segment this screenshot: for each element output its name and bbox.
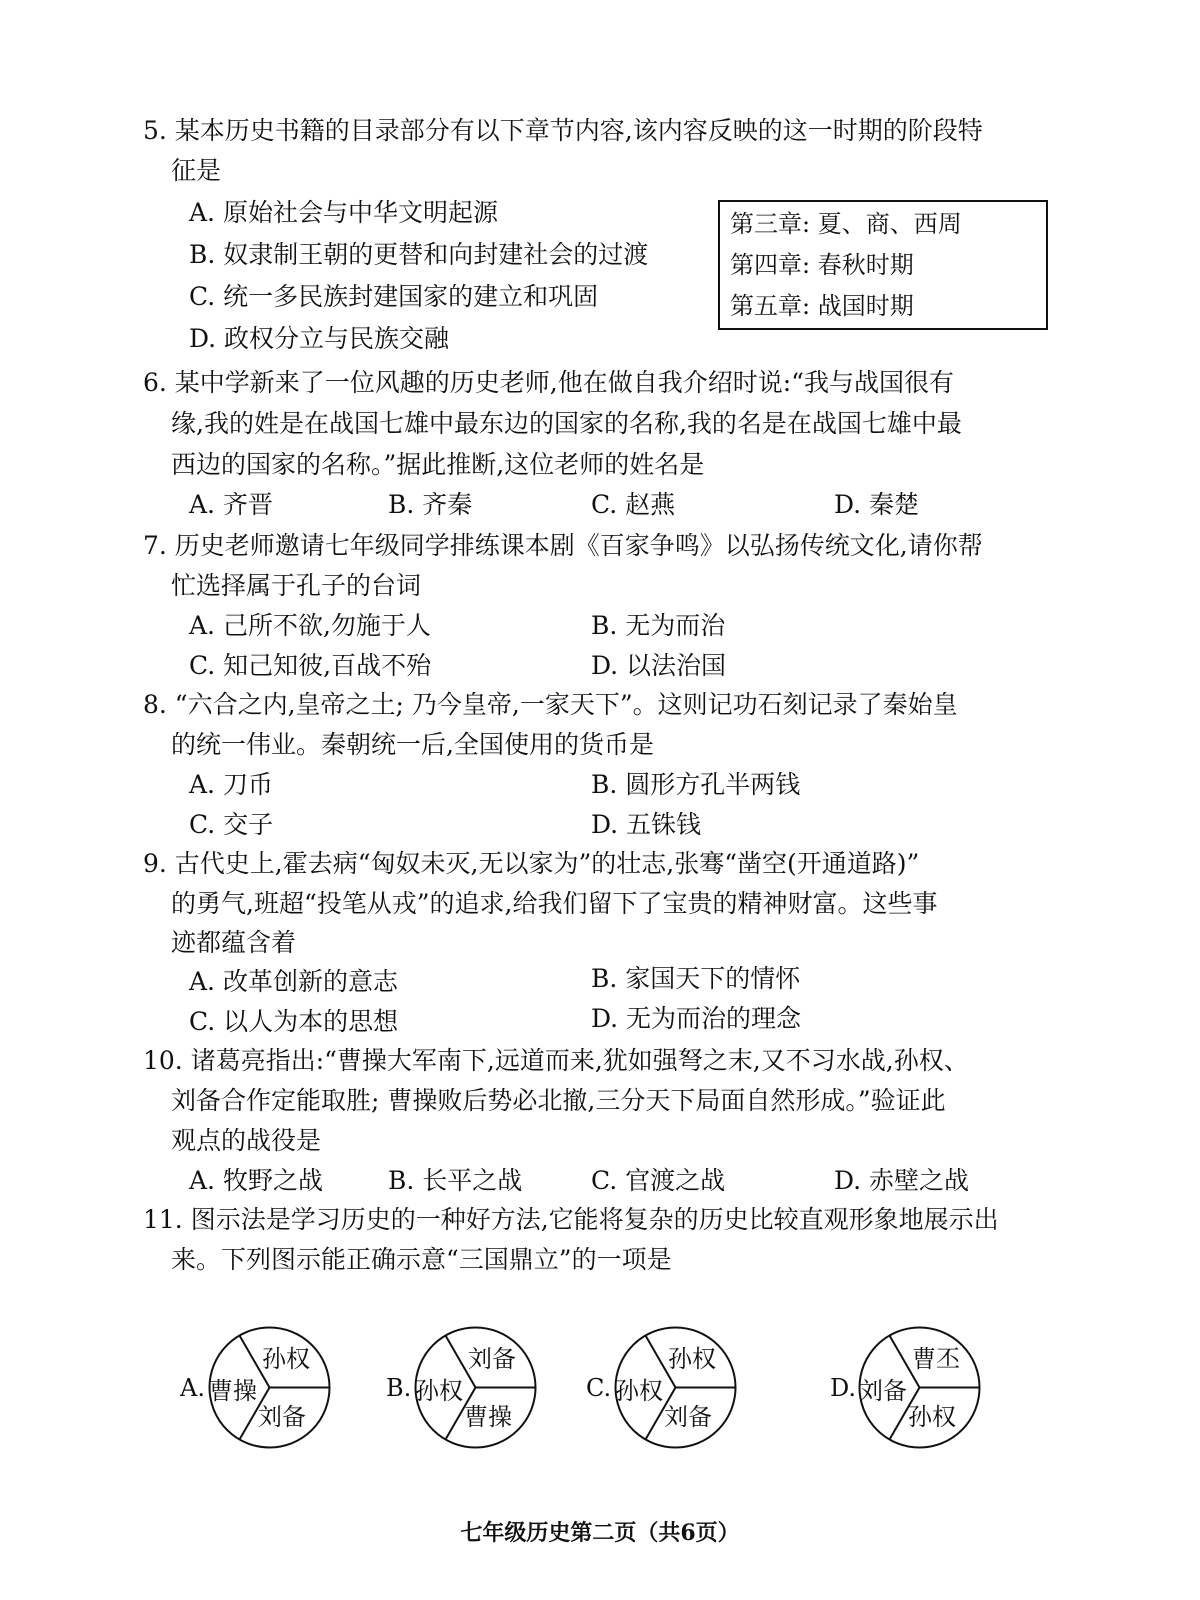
q10-option-c: C. 官渡之战 bbox=[591, 1166, 726, 1195]
q7-option-c: C. 知己知彼,百战不殆 bbox=[189, 651, 432, 680]
diagram-a-top-right-label: 孙权 bbox=[262, 1345, 310, 1373]
q9-option-a: A. 改革创新的意志 bbox=[189, 967, 398, 996]
diagram-d-left-label: 刘备 bbox=[859, 1377, 907, 1405]
q9-option-d: D. 无为而治的理念 bbox=[591, 1004, 802, 1033]
q9-option-c: C. 以人为本的思想 bbox=[189, 1007, 399, 1036]
q10-option-a: A. 牧野之战 bbox=[189, 1166, 323, 1195]
toc-chapter-5: 第五章: 战国时期 bbox=[730, 292, 914, 320]
q6-option-d: D. 秦楚 bbox=[834, 490, 920, 519]
q11-stem-line1: 11. 图示法是学习历史的一种好方法,它能将复杂的历史比较直观形象地展示出 bbox=[143, 1205, 999, 1234]
diagram-b-bottom-right-label: 曹操 bbox=[464, 1403, 512, 1431]
diagram-b-left-label: 孙权 bbox=[415, 1377, 463, 1405]
q9-option-b: B. 家国天下的情怀 bbox=[591, 964, 801, 993]
diagram-c-bottom-right-label: 刘备 bbox=[664, 1403, 712, 1431]
q6-stem-line3: 西边的国家的名称。”据此推断,这位老师的姓名是 bbox=[171, 450, 705, 479]
q10-stem-line1: 10. 诸葛亮指出:“曹操大军南下,远道而来,犹如强弩之末,又不习水战,孙权、 bbox=[143, 1046, 969, 1075]
q11-option-b-letter: B. bbox=[386, 1374, 412, 1402]
q5-option-b: B. 奴隶制王朝的更替和向封建社会的过渡 bbox=[189, 240, 649, 269]
q11-option-d-letter: D. bbox=[830, 1374, 857, 1402]
q9-stem-line3: 迹都蕴含着 bbox=[171, 928, 297, 957]
toc-chapter-4: 第四章: 春秋时期 bbox=[730, 251, 914, 279]
page-footer: 七年级历史第二页（共6页） bbox=[460, 1520, 740, 1546]
q10-stem-line2: 刘备合作定能取胜; 曹操败后势必北撤,三分天下局面自然形成。”验证此 bbox=[171, 1086, 946, 1115]
q11-stem-line2: 来。下列图示能正确示意“三国鼎立”的一项是 bbox=[171, 1245, 672, 1274]
q5-table-of-contents-box bbox=[718, 200, 1048, 330]
q5-option-c: C. 统一多民族封建国家的建立和巩固 bbox=[189, 282, 599, 311]
q11-option-c-letter: C. bbox=[586, 1374, 612, 1402]
diagram-b-top-right-label: 刘备 bbox=[468, 1345, 516, 1373]
q8-option-a: A. 刀币 bbox=[189, 770, 273, 799]
q6-stem-line2: 缘,我的姓是在战国七雄中最东边的国家的名称,我的名是在战国七雄中最 bbox=[171, 409, 962, 438]
q5-option-d: D. 政权分立与民族交融 bbox=[189, 324, 450, 353]
q11-diagram-a bbox=[207, 1325, 332, 1450]
q8-option-b: B. 圆形方孔半两钱 bbox=[591, 770, 801, 799]
q7-option-b: B. 无为而治 bbox=[591, 611, 726, 640]
q8-option-c: C. 交子 bbox=[189, 810, 274, 839]
diagram-a-bottom-right-label: 刘备 bbox=[258, 1403, 306, 1431]
q6-option-b: B. 齐秦 bbox=[388, 490, 473, 519]
q7-option-d: D. 以法治国 bbox=[591, 651, 727, 680]
q8-option-d: D. 五铢钱 bbox=[591, 810, 702, 839]
q11-diagram-b bbox=[413, 1325, 538, 1450]
diagram-c-top-right-label: 孙权 bbox=[668, 1345, 716, 1373]
q7-option-a: A. 己所不欲,勿施于人 bbox=[189, 611, 431, 640]
q10-option-d: D. 赤壁之战 bbox=[834, 1166, 970, 1195]
q8-stem-line2: 的统一伟业。秦朝统一后,全国使用的货币是 bbox=[171, 730, 654, 759]
toc-chapter-3: 第三章: 夏、商、西周 bbox=[730, 210, 962, 238]
diagram-a-left-label: 曹操 bbox=[209, 1377, 257, 1405]
q8-stem-line1: 8. “六合之内,皇帝之土; 乃今皇帝,一家天下”。这则记功石刻记录了秦始皇 bbox=[143, 690, 958, 719]
q6-stem-line1: 6. 某中学新来了一位风趣的历史老师,他在做自我介绍时说:“我与战国很有 bbox=[143, 368, 954, 397]
diagram-d-bottom-right-label: 孙权 bbox=[908, 1403, 956, 1431]
q11-option-a-letter: A. bbox=[180, 1374, 205, 1402]
q10-option-b: B. 长平之战 bbox=[388, 1166, 523, 1195]
q6-option-a: A. 齐晋 bbox=[189, 490, 273, 519]
q9-stem-line1: 9. 古代史上,霍去病“匈奴未灭,无以家为”的壮志,张骞“凿空(开通道路)” bbox=[143, 849, 920, 878]
q5-option-a: A. 原始社会与中华文明起源 bbox=[189, 198, 498, 227]
q5-stem-line1: 5. 某本历史书籍的目录部分有以下章节内容,该内容反映的这一时期的阶段特 bbox=[143, 116, 983, 145]
q11-diagram-d bbox=[857, 1325, 982, 1450]
q9-stem-line2: 的勇气,班超“投笔从戎”的追求,给我们留下了宝贵的精神财富。这些事 bbox=[171, 889, 938, 918]
q7-stem-line1: 7. 历史老师邀请七年级同学排练课本剧《百家争鸣》以弘扬传统文化,请你帮 bbox=[143, 531, 983, 560]
diagram-c-left-label: 孙权 bbox=[615, 1377, 663, 1405]
q7-stem-line2: 忙选择属于孔子的台词 bbox=[171, 571, 422, 600]
diagram-d-top-right-label: 曹丕 bbox=[912, 1345, 960, 1373]
q5-stem-line2: 征是 bbox=[171, 156, 222, 185]
q10-stem-line3: 观点的战役是 bbox=[171, 1126, 322, 1155]
q11-diagram-c bbox=[613, 1325, 738, 1450]
q6-option-c: C. 赵燕 bbox=[591, 490, 676, 519]
